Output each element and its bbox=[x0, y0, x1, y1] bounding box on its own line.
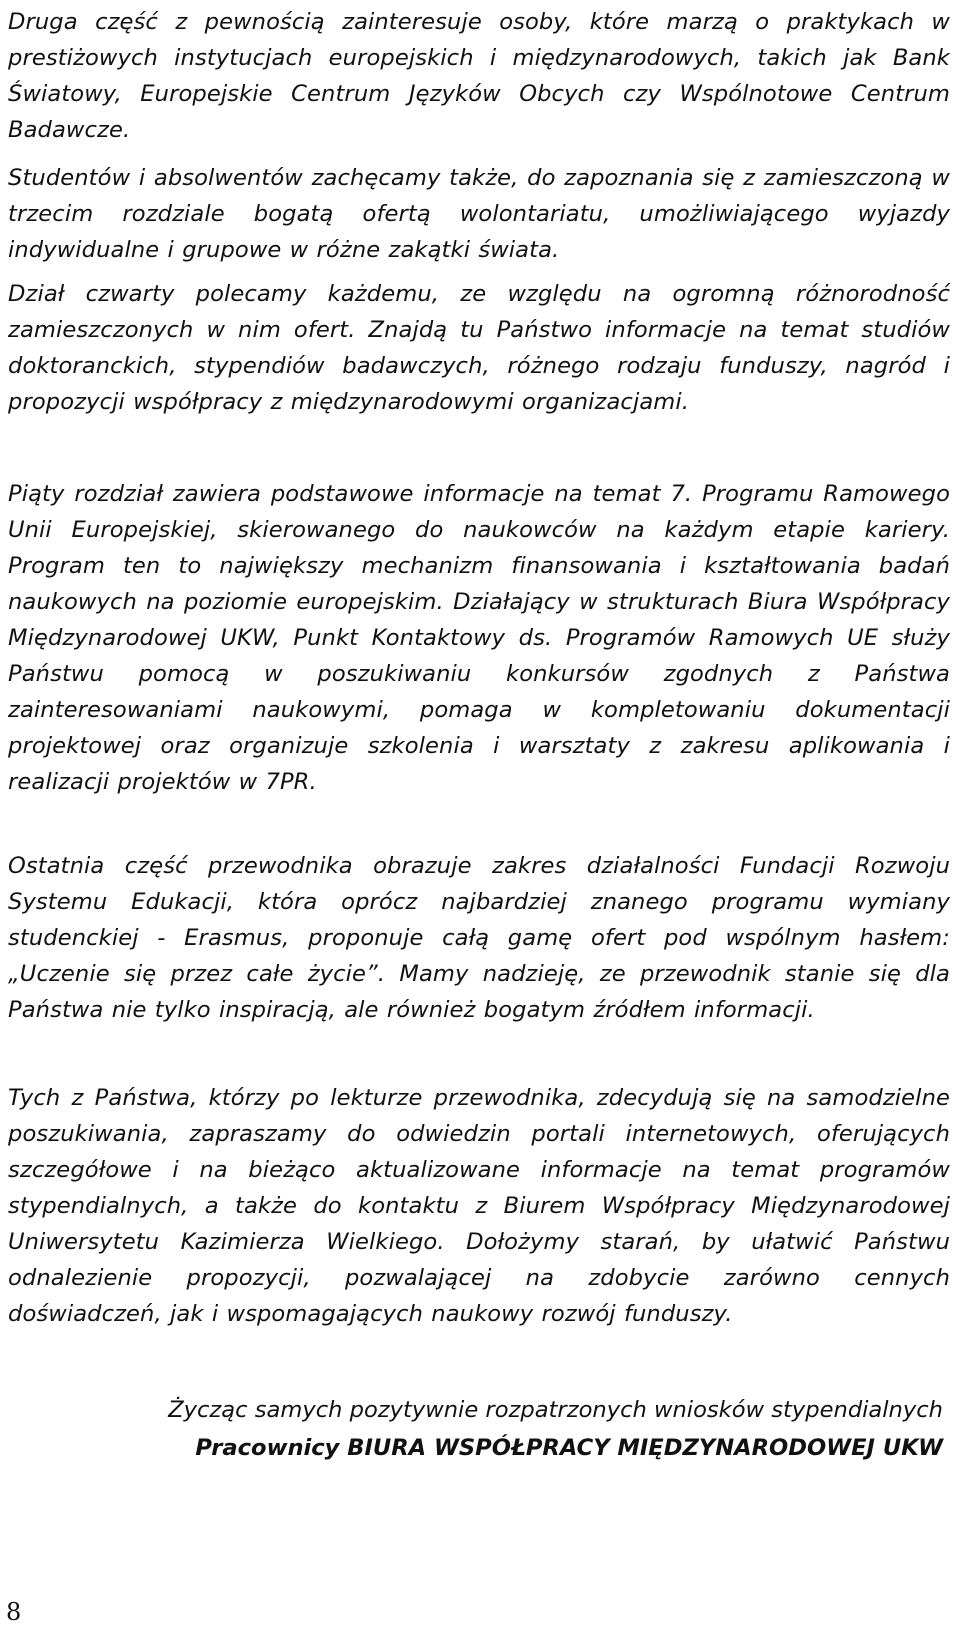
page-number: 8 bbox=[6, 1598, 22, 1626]
paragraph-framework-programme: Piąty rozdział zawiera podstawowe informacje na temat 7. Programu Ramowego Unii Europejskiej, skierowanego do naukowców na każdym etapie kariery. Program ten to największy mechanizm finansowania i kształtowania badań naukowych na poziomie europejskim. Działający w strukturach Biura Współpracy Międzynarodowej UKW, Punkt Kontaktowy ds. Programów Ramowych UE służy Państwu pomocą w poszukiwaniu konkursów zgodnych z Państwa zainteresowaniami naukowymi, pomaga w kompletowaniu dokumentacji projektowej oraz organizuje szkolenia i warsztaty z zakresu aplikowania i realizacji projektów w 7PR. bbox=[8, 481, 950, 795]
paragraph-scholarships: Dział czwarty polecamy każdemu, ze względu na ogromną różnorodność zamieszczonych w nim ofert. Znajdą tu Państwo informacje na temat studiów doktoranckich, stypendiów badawczych, różnego rodzaju funduszy, nagród i propozycji współpracy z międzynarodowymi organizacjami. bbox=[8, 281, 950, 415]
paragraph-frse-foundation: Ostatnia część przewodnika obrazuje zakres działalności Fundacji Rozwoju Systemu Edukacji, która oprócz najbardziej znanego programu wymiany studenckiej - Erasmus, proponuje całą gamę ofert pod wspólnym hasłem: „Uczenie się przez całe życie”. Mamy nadzieję, ze przewodnik stanie się dla Państwa nie tylko inspiracją, ale również bogatym źródłem informacji. bbox=[8, 853, 950, 1023]
paragraph-internships: Druga część z pewnością zainteresuje osoby, które marzą o praktykach w prestiżowych instytucjach europejskich i międzynarodowych, takich jak Bank Światowy, Europejskie Centrum Języków Obcych czy Wspólnotowe Centrum Badawcze. bbox=[8, 9, 950, 143]
paragraph-volunteering: Studentów i absolwentów zachęcamy także, do zapoznania się z zamieszczoną w trzecim rozdziale bogatą ofertą wolontariatu, umożliwiającego wyjazdy indywidualne i grupowe w różne zakątki świata. bbox=[8, 165, 950, 263]
closing-wishes: Życząc samych pozytywnie rozpatrzonych wniosków stypendialnych bbox=[168, 1397, 943, 1423]
paragraph-invitation: Tych z Państwa, którzy po lekturze przewodnika, zdecydują się na samodzielne poszukiwania, zapraszamy do odwiedzin portali internetowych, oferujących szczegółowe i na bieżąco aktualizowane informacje na temat programów stypendialnych, a także do kontaktu z Biurem Współpracy Międzynarodowej Uniwersytetu Kazimierza Wielkiego. Dołożymy starań, by ułatwić Państwu odnalezienie propozycji, pozwalającej na zdobycie zarówno cennych doświadczeń, jak i wspomagających naukowy rozwój funduszy. bbox=[8, 1085, 950, 1327]
signature: Pracownicy BIURA WSPÓŁPRACY MIĘDZYNARODOWEJ UKW bbox=[195, 1435, 943, 1461]
